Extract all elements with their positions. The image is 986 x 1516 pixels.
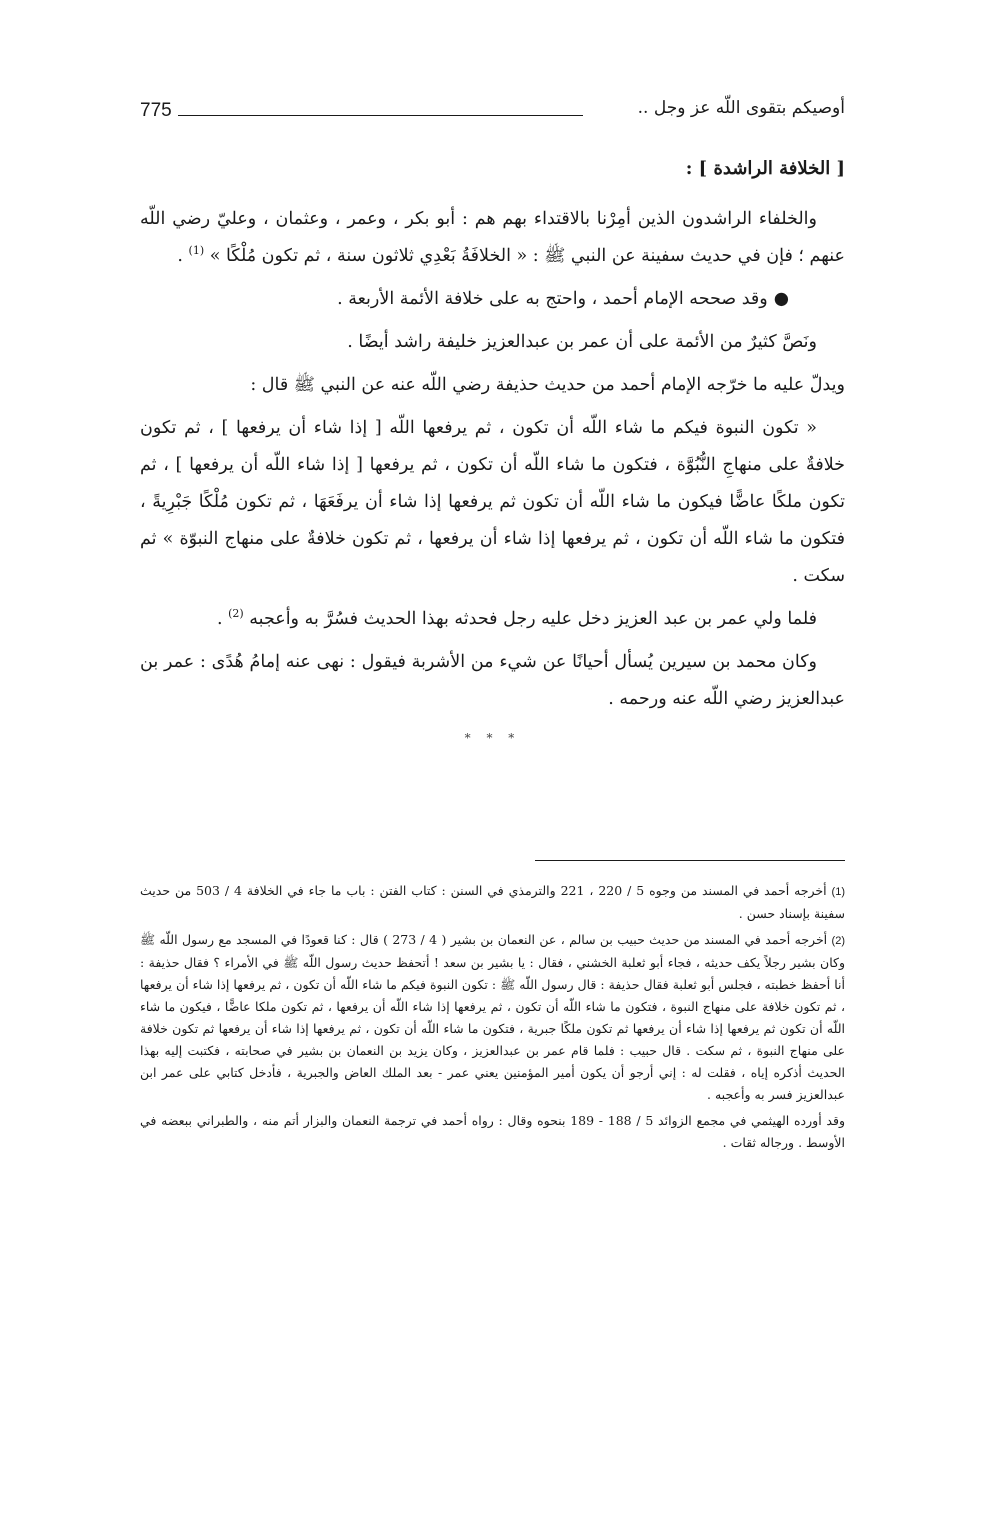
paragraph-hudhayfa xyxy=(140,367,845,404)
running-title: أوصيكم بتقوى اللّه عز وجل .. xyxy=(637,98,845,118)
paragraph-tail: . xyxy=(177,246,189,266)
page-header xyxy=(140,98,845,134)
paragraph-text: فلما ولي عمر بن عبد العزيز دخل عليه رجل فحدثه بهذا الحديث فسُرَّ به وأعجبه xyxy=(249,609,817,629)
section-heading: [ الخلافة الراشدة ] : xyxy=(685,158,845,179)
footnote-2 xyxy=(140,929,845,1106)
footnote-rule xyxy=(535,860,845,861)
paragraph-ahmad xyxy=(140,281,845,318)
paragraph-text: وكان محمد بن سيرين يُسأل أحيانًا عن شيء من الأشربة فيقول : نهى عنه إمامُ هُدًى : عمر بن عبدالعزيز رضي اللّه عنه ورحمه . xyxy=(140,652,845,709)
paragraph-text: ويدلّ عليه ما خرّجه الإمام أحمد من حديث حذيفة رضي اللّه عنه عن النبي ﷺ قال : xyxy=(250,375,845,395)
paragraph-text: وقد صححه الإمام أحمد ، واحتج به على خلافة الأئمة الأربعة . xyxy=(337,289,768,309)
footnote-ref-1[interactable]: (1) xyxy=(188,244,205,258)
paragraph-tail: . xyxy=(216,609,229,629)
paragraph-hadith xyxy=(140,410,845,595)
section-separator: * * * xyxy=(464,731,521,745)
header-rule xyxy=(178,115,583,116)
page-number: 775 xyxy=(140,100,172,121)
paragraph-umar xyxy=(140,324,845,361)
paragraph-sirin xyxy=(140,644,845,718)
bullet-icon: ● xyxy=(773,289,789,309)
footnote-1 xyxy=(140,880,845,925)
footnote-number: (1) xyxy=(831,886,846,898)
footnote-number: (2) xyxy=(831,935,846,947)
footnote-text: أخرجه أحمد في المسند من حديث حبيب بن سالم ، عن النعمان بن بشير ( 4 / 273 ) قال : كنا قعودًا في المسجد مع رسول اللّه ﷺ وكان بشير رجلاً يكف حديثه ، فجاء أبو ثعلبة الخشني ، فقال : يا بشير بن سعد ! أتحفظ حديث رسول اللّه ﷺ في الأمراء ؟ فقال حذيفة : أنا أحفظ خطبته ، فجلس أبو ثعلبة فقال حذيفة : قال رسول اللّه ﷺ : تكون النبوة فيكم ما شاء اللّه أن تكون ، ثم يرفعها إذا شاء أن يرفعها ، ثم تكون خلافة على منهاج النبوة ، فتكون ما شاء اللّه أن تكون ، ثم يرفعها إذا شاء اللّه أن يرفعها ، ثم تكون ملكا عاضًّا ، فيكون ما شاء اللّه أن تكون ثم يرفعها إذا شاء أن يرفعها ثم تكون ملكًا جبرية ، فتكون ما شاء اللّه أن تكون ، ثم يرفعها إذا شاء أن يرفعها ثم تكون خلافة على منهاج النبوة ، ثم سكت . قال حبيب : فلما قام عمر بن عبدالعزيز ، وكان يزيد بن النعمان بن بشير في صحابته ، فكتبت إليه بهذا الحديث أذكره إياه ، فقلت له : إني أرجو أن يكون أمير المؤمنين يعني عمر - بعد الملك العاض والجبرية ، فأدخل كتابي على عمر ابن عبدالعزيز فسر به وأعجبه . xyxy=(140,932,845,1102)
footnote-text: أخرجه أحمد في المسند من وجوه 5 / 220 ، 221 والترمذي في السنن : كتاب الفتن : باب ما جاء في الخلافة 4 / 503 من حديث سفينة بإسناد حسن . xyxy=(140,883,845,921)
paragraph-text: والخلفاء الراشدون الذين أمِرْنا بالاقتداء بهم هم : أبو بكر ، وعمر ، وعثمان ، وعليّ رضي اللّه عنهم ؛ فإن في حديث سفينة عن النبي ﷺ : « الخلافَةُ بَعْدِي ثلاثون سنة ، ثم تكون مُلْكًا » xyxy=(140,209,845,266)
paragraph-text: ونَصَّ كثيرٌ من الأئمة على أن عمر بن عبدالعزيز خليفة راشد أيضًا . xyxy=(347,332,817,352)
paragraph-text: « تكون النبوة فيكم ما شاء اللّه أن تكون ، ثم يرفعها اللّه [ إذا شاء أن يرفعها ] ، ثم تكون خلافةٌ على منهاجِ النُّبُوَّة ، فتكون ما شاء اللّه أن تكون ، ثم يرفعها [ إذا شاء اللّه أن يرفعها ] ، ثم تكون ملكًا عاضًّا فيكون ما شاء اللّه أن تكون ثم يرفعها إذا شاء أن يرفَعَهَا ، ثم تكون مُلْكًا جَبْرِيةً ، فتكون ما شاء اللّه أن تكون ، ثم يرفعها إذا شاء أن يرفعها ، ثم تكون خلافةٌ على منهاج النبوّة » ثم سكت . xyxy=(140,418,845,586)
footnote-text: وقد أورده الهيثمي في مجمع الزوائد 5 / 188 - 189 بنحوه وقال : رواه أحمد في ترجمة النعمان والبزار أتم منه ، والطبراني ببعضه في الأوسط . ورجاله ثقات . xyxy=(140,1113,845,1150)
paragraph-caliphs xyxy=(140,201,845,275)
main-text xyxy=(140,150,845,748)
footnote-ref-2[interactable]: (2) xyxy=(228,607,244,621)
paragraph-umar-rule xyxy=(140,601,845,638)
footnotes xyxy=(140,880,845,1158)
footnote-2-continued xyxy=(140,1110,845,1154)
